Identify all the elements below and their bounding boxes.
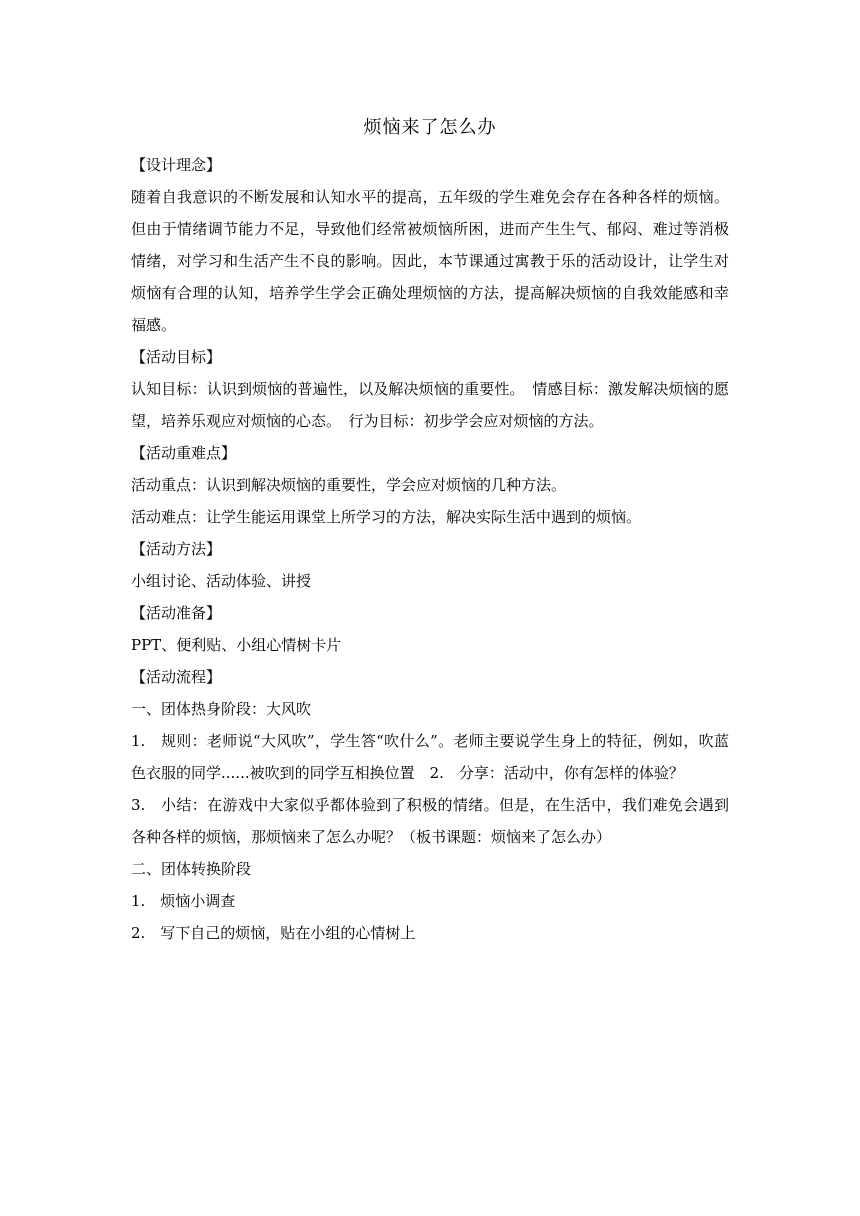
- process-heading: 【活动流程】: [131, 668, 222, 686]
- goals-text: 认知目标：认识到烦恼的普遍性，以及解决烦恼的重要性。 情感目标：激发解决烦恼的愿望，培养乐观应对烦恼的心态。 行为目标：初步学会应对烦恼的方法。: [131, 380, 729, 430]
- document-page: [131, 115, 729, 949]
- design-text: 随着自我意识的不断发展和认知水平的提高，五年级的学生难免会存在各种各样的烦恼。但由于情绪调节能力不足，导致他们经常被烦恼所困，进而产生生气、郁闷、难过等消极情绪，对学习和生活产生不良的影响。因此，本节课通过寓教于乐的活动设计，让学生对烦恼有合理的认知，培养学生学会正确处理烦恼的方法，提高解决烦恼的自我效能感和幸福感。: [131, 188, 729, 334]
- stage1-item3: 3. 小结：在游戏中大家似乎都体验到了积极的情绪。但是，在生活中，我们难免会遇到各种各样的烦恼，那烦恼来了怎么办呢？（板书课题：烦恼来了怎么办）: [131, 796, 729, 846]
- goals-heading: 【活动目标】: [131, 348, 222, 366]
- keypoints-difficulty: 活动难点：让学生能运用课堂上所学习的方法，解决实际生活中遇到的烦恼。: [131, 508, 642, 526]
- stage2-title: 二、团体转换阶段: [131, 860, 252, 878]
- prep-heading: 【活动准备】: [131, 604, 222, 622]
- methods-heading: 【活动方法】: [131, 540, 222, 558]
- document-title: 烦恼来了怎么办: [363, 117, 497, 138]
- stage1-title: 一、团体热身阶段：大风吹: [131, 700, 312, 718]
- stage2-item1: 1. 烦恼小调查: [131, 892, 236, 910]
- stage1-item1: 1. 规则：老师说“大风吹”，学生答“吹什么”。老师主要说学生身上的特征，例如，吹蓝色衣服的同学......被吹到的同学互相换位置 2. 分享：活动中，你有怎样的体验？: [131, 732, 729, 782]
- keypoints-focus: 活动重点：认识到解决烦恼的重要性，学会应对烦恼的几种方法。: [131, 476, 567, 494]
- design-heading: 【设计理念】: [131, 156, 222, 174]
- keypoints-heading: 【活动重难点】: [131, 444, 237, 462]
- prep-text: PPT、便利贴、小组心情树卡片: [131, 636, 342, 654]
- methods-text: 小组讨论、活动体验、讲授: [131, 572, 312, 590]
- stage2-item2: 2. 写下自己的烦恼，贴在小组的心情树上: [131, 924, 416, 942]
